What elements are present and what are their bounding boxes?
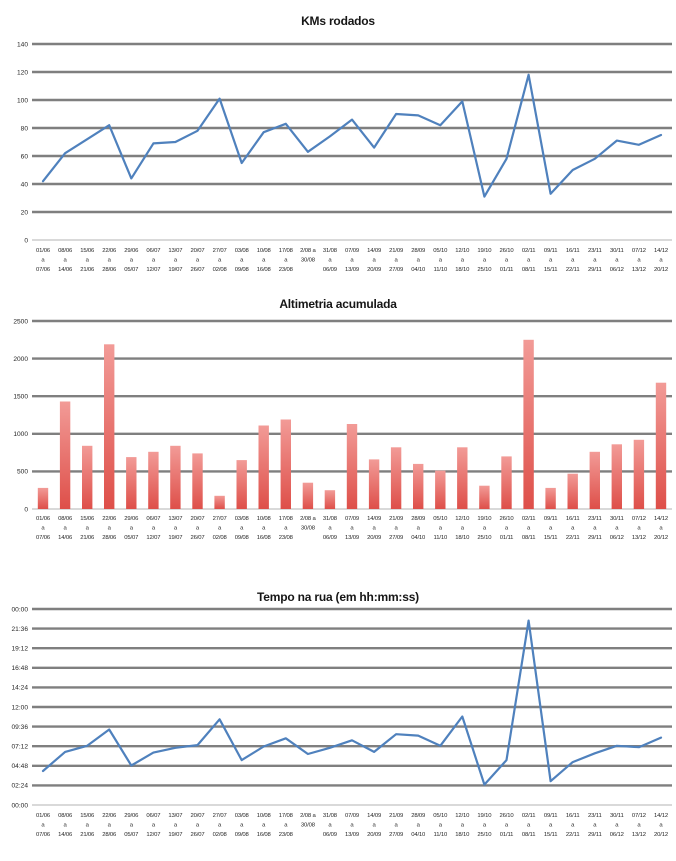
- altimetria-acumulada-chart: [0, 290, 676, 580]
- svg-text:a: a: [416, 525, 420, 532]
- svg-text:21:36: 21:36: [11, 625, 28, 633]
- svg-text:20/12: 20/12: [654, 832, 668, 838]
- svg-text:08/06: 08/06: [58, 248, 73, 254]
- svg-text:26/07: 26/07: [190, 535, 205, 541]
- svg-text:30/11: 30/11: [610, 813, 624, 819]
- svg-text:07/09: 07/09: [345, 813, 359, 819]
- svg-text:a: a: [173, 822, 177, 829]
- svg-text:07:12: 07:12: [11, 743, 28, 751]
- svg-text:a: a: [527, 257, 531, 264]
- svg-text:16/11: 16/11: [565, 248, 580, 254]
- svg-text:a: a: [637, 257, 641, 264]
- svg-text:a: a: [129, 257, 133, 264]
- svg-text:02/08: 02/08: [212, 832, 227, 838]
- svg-text:29/11: 29/11: [588, 535, 602, 541]
- svg-text:06/07: 06/07: [146, 248, 161, 254]
- svg-text:12/07: 12/07: [146, 535, 161, 541]
- svg-text:13/09: 13/09: [345, 267, 359, 273]
- svg-text:23/11: 23/11: [588, 248, 602, 254]
- svg-text:12/10: 12/10: [455, 248, 470, 254]
- svg-text:05/10: 05/10: [433, 516, 448, 522]
- svg-text:a: a: [262, 822, 266, 829]
- svg-text:09/08: 09/08: [234, 267, 249, 273]
- svg-text:a: a: [460, 257, 464, 264]
- svg-text:20/09: 20/09: [367, 267, 382, 273]
- svg-text:23/11: 23/11: [588, 516, 602, 522]
- svg-text:07/12: 07/12: [631, 516, 646, 522]
- svg-text:a: a: [571, 525, 575, 532]
- svg-text:a: a: [328, 257, 332, 264]
- svg-text:a: a: [637, 822, 641, 829]
- svg-text:09/08: 09/08: [234, 535, 249, 541]
- svg-text:19/07: 19/07: [168, 832, 183, 838]
- svg-text:a: a: [151, 257, 155, 264]
- svg-text:2/08 a: 2/08 a: [300, 516, 316, 522]
- svg-text:26/10: 26/10: [499, 248, 514, 254]
- svg-text:29/06: 29/06: [124, 813, 139, 819]
- svg-text:15/06: 15/06: [80, 813, 95, 819]
- svg-text:28/06: 28/06: [102, 267, 117, 273]
- svg-text:19/10: 19/10: [477, 248, 492, 254]
- svg-text:a: a: [41, 525, 45, 532]
- svg-text:11/10: 11/10: [433, 832, 448, 838]
- tempo-line-plot: [0, 580, 676, 861]
- svg-text:05/07: 05/07: [124, 267, 139, 273]
- svg-text:13/09: 13/09: [345, 832, 359, 838]
- svg-text:02/11: 02/11: [521, 813, 536, 819]
- svg-text:21/06: 21/06: [80, 267, 95, 273]
- svg-text:14/06: 14/06: [58, 832, 73, 838]
- svg-text:16/08: 16/08: [256, 267, 271, 273]
- svg-text:a: a: [549, 257, 553, 264]
- svg-text:15/11: 15/11: [543, 832, 558, 838]
- svg-text:a: a: [659, 257, 663, 264]
- svg-text:a: a: [41, 822, 45, 829]
- svg-text:21/09: 21/09: [389, 813, 404, 819]
- svg-text:80: 80: [20, 125, 28, 133]
- chart-title: Altimetria acumulada: [279, 297, 397, 311]
- svg-text:a: a: [240, 822, 244, 829]
- svg-text:60: 60: [20, 153, 28, 161]
- svg-text:02/11: 02/11: [521, 516, 536, 522]
- svg-text:a: a: [549, 525, 553, 532]
- svg-text:15/06: 15/06: [80, 516, 95, 522]
- svg-text:40: 40: [20, 181, 28, 189]
- svg-text:a: a: [350, 822, 354, 829]
- svg-text:05/07: 05/07: [124, 832, 139, 838]
- svg-text:09:36: 09:36: [11, 723, 28, 731]
- svg-text:0: 0: [24, 237, 28, 245]
- svg-text:a: a: [262, 525, 266, 532]
- svg-text:29/06: 29/06: [124, 516, 139, 522]
- svg-text:a: a: [350, 525, 354, 532]
- svg-text:14:24: 14:24: [11, 684, 28, 692]
- svg-text:04:48: 04:48: [11, 763, 28, 771]
- svg-text:28/09: 28/09: [411, 248, 426, 254]
- svg-text:a: a: [218, 525, 222, 532]
- svg-text:12/07: 12/07: [146, 832, 161, 838]
- svg-text:120: 120: [16, 69, 28, 77]
- svg-text:05/10: 05/10: [433, 813, 448, 819]
- svg-text:16/11: 16/11: [565, 813, 580, 819]
- svg-text:500: 500: [16, 468, 28, 476]
- svg-text:30/11: 30/11: [610, 516, 624, 522]
- svg-text:06/09: 06/09: [322, 832, 337, 838]
- svg-text:a: a: [195, 822, 200, 829]
- tempo-na-rua-chart: [0, 580, 676, 861]
- svg-text:27/09: 27/09: [389, 535, 404, 541]
- svg-text:22/06: 22/06: [102, 516, 117, 522]
- svg-text:20/07: 20/07: [190, 516, 205, 522]
- svg-text:19:12: 19:12: [11, 645, 28, 653]
- svg-text:18/10: 18/10: [455, 535, 470, 541]
- svg-text:30/08: 30/08: [300, 257, 315, 264]
- svg-text:08/06: 08/06: [58, 813, 73, 819]
- svg-text:a: a: [571, 257, 575, 264]
- svg-text:14/12: 14/12: [654, 516, 668, 522]
- svg-text:02/11: 02/11: [521, 248, 536, 254]
- svg-text:16/08: 16/08: [256, 832, 271, 838]
- svg-text:2/08 a: 2/08 a: [300, 248, 316, 254]
- svg-text:00:00: 00:00: [11, 802, 28, 810]
- svg-text:26/10: 26/10: [499, 516, 514, 522]
- svg-text:06/12: 06/12: [609, 267, 624, 273]
- svg-text:a: a: [593, 257, 597, 264]
- svg-text:05/07: 05/07: [124, 535, 139, 541]
- svg-text:26/07: 26/07: [190, 267, 205, 273]
- svg-text:02/08: 02/08: [212, 535, 227, 541]
- svg-text:a: a: [460, 525, 464, 532]
- svg-text:13/12: 13/12: [631, 535, 646, 541]
- svg-text:12:00: 12:00: [11, 704, 28, 712]
- svg-text:a: a: [593, 822, 597, 829]
- svg-text:28/09: 28/09: [411, 516, 426, 522]
- svg-text:2/08 a: 2/08 a: [300, 813, 316, 819]
- svg-text:a: a: [659, 525, 663, 532]
- svg-text:a: a: [394, 822, 398, 829]
- svg-text:21/06: 21/06: [80, 832, 95, 838]
- svg-text:17/08: 17/08: [278, 516, 293, 522]
- svg-text:22/06: 22/06: [102, 248, 117, 254]
- svg-text:a: a: [549, 822, 553, 829]
- svg-text:20/07: 20/07: [190, 248, 205, 254]
- svg-text:28/09: 28/09: [411, 813, 426, 819]
- svg-text:a: a: [394, 525, 398, 532]
- svg-text:13/12: 13/12: [631, 832, 646, 838]
- svg-text:a: a: [63, 525, 67, 532]
- altimetria-bar-plot: [0, 290, 676, 580]
- svg-text:16/11: 16/11: [565, 516, 580, 522]
- svg-text:14/12: 14/12: [654, 813, 668, 819]
- svg-text:30/11: 30/11: [610, 248, 624, 254]
- svg-text:a: a: [129, 525, 133, 532]
- svg-text:17/08: 17/08: [278, 813, 293, 819]
- svg-text:27/09: 27/09: [389, 267, 404, 273]
- svg-text:14/12: 14/12: [654, 248, 668, 254]
- svg-text:06/09: 06/09: [322, 535, 337, 541]
- svg-text:27/09: 27/09: [389, 832, 404, 838]
- svg-text:a: a: [151, 822, 155, 829]
- svg-text:a: a: [195, 525, 200, 532]
- svg-text:09/08: 09/08: [234, 832, 249, 838]
- svg-text:15/06: 15/06: [80, 248, 95, 254]
- svg-text:01/06: 01/06: [36, 813, 50, 819]
- svg-text:04/10: 04/10: [411, 535, 426, 541]
- svg-text:27/07: 27/07: [212, 248, 227, 254]
- svg-text:20/12: 20/12: [654, 267, 668, 273]
- svg-text:a: a: [615, 822, 619, 829]
- kms-rodados-chart: [0, 0, 676, 290]
- svg-text:16:48: 16:48: [11, 665, 28, 673]
- svg-text:30/08: 30/08: [300, 822, 315, 829]
- svg-text:09/11: 09/11: [543, 248, 558, 254]
- svg-text:13/07: 13/07: [168, 516, 183, 522]
- svg-text:28/06: 28/06: [102, 535, 117, 541]
- svg-text:a: a: [482, 525, 486, 532]
- svg-text:2500: 2500: [13, 318, 28, 326]
- svg-text:a: a: [173, 525, 177, 532]
- svg-text:100: 100: [16, 97, 28, 105]
- svg-text:07/06: 07/06: [36, 267, 50, 273]
- svg-text:a: a: [85, 822, 89, 829]
- svg-text:a: a: [218, 822, 222, 829]
- svg-text:18/10: 18/10: [455, 832, 470, 838]
- svg-text:a: a: [504, 822, 509, 829]
- svg-text:31/08: 31/08: [322, 248, 337, 254]
- svg-text:27/07: 27/07: [212, 813, 227, 819]
- svg-text:06/09: 06/09: [322, 267, 337, 273]
- svg-text:a: a: [85, 525, 89, 532]
- svg-text:a: a: [416, 822, 420, 829]
- svg-text:1000: 1000: [13, 431, 28, 439]
- svg-text:21/09: 21/09: [389, 516, 404, 522]
- svg-text:a: a: [85, 257, 89, 264]
- svg-text:22/11: 22/11: [565, 535, 580, 541]
- svg-text:08/11: 08/11: [521, 267, 536, 273]
- svg-text:a: a: [504, 525, 509, 532]
- svg-text:12/10: 12/10: [455, 516, 470, 522]
- svg-text:a: a: [438, 822, 442, 829]
- svg-text:a: a: [527, 822, 531, 829]
- svg-text:a: a: [482, 257, 486, 264]
- svg-text:25/10: 25/10: [477, 832, 492, 838]
- svg-text:a: a: [173, 257, 177, 264]
- svg-text:a: a: [41, 257, 45, 264]
- svg-text:a: a: [372, 257, 376, 264]
- svg-text:19/07: 19/07: [168, 267, 183, 273]
- svg-text:a: a: [571, 822, 575, 829]
- svg-text:08/11: 08/11: [521, 832, 536, 838]
- svg-text:04/10: 04/10: [411, 832, 426, 838]
- svg-text:09/11: 09/11: [543, 813, 558, 819]
- svg-text:a: a: [394, 257, 398, 264]
- svg-text:31/08: 31/08: [322, 813, 337, 819]
- svg-text:27/07: 27/07: [212, 516, 227, 522]
- svg-text:14/09: 14/09: [367, 248, 382, 254]
- svg-text:a: a: [504, 257, 509, 264]
- svg-text:a: a: [151, 525, 155, 532]
- svg-text:29/11: 29/11: [588, 267, 602, 273]
- svg-text:14/06: 14/06: [58, 267, 73, 273]
- svg-text:a: a: [240, 525, 244, 532]
- svg-text:a: a: [438, 257, 442, 264]
- svg-text:22/06: 22/06: [102, 813, 117, 819]
- svg-text:19/07: 19/07: [168, 535, 183, 541]
- svg-text:31/08: 31/08: [322, 516, 337, 522]
- svg-text:a: a: [107, 822, 111, 829]
- svg-text:28/06: 28/06: [102, 832, 117, 838]
- svg-text:02/08: 02/08: [212, 267, 227, 273]
- svg-text:11/10: 11/10: [433, 267, 448, 273]
- chart-title: Tempo na rua (em hh:mm:ss): [257, 590, 419, 604]
- svg-text:07/09: 07/09: [345, 248, 359, 254]
- svg-text:02:24: 02:24: [11, 782, 28, 790]
- kms-rodados-line-plot: [0, 0, 676, 290]
- svg-text:0: 0: [24, 506, 28, 514]
- svg-text:10/08: 10/08: [256, 516, 271, 522]
- svg-text:21/06: 21/06: [80, 535, 95, 541]
- svg-text:12/07: 12/07: [146, 267, 161, 273]
- svg-text:06/07: 06/07: [146, 516, 161, 522]
- svg-text:20: 20: [20, 209, 28, 217]
- svg-text:a: a: [63, 257, 67, 264]
- svg-text:a: a: [372, 525, 376, 532]
- svg-text:a: a: [218, 257, 222, 264]
- svg-text:07/12: 07/12: [631, 813, 646, 819]
- svg-text:03/08: 03/08: [234, 248, 249, 254]
- svg-text:a: a: [129, 822, 133, 829]
- svg-text:a: a: [63, 822, 67, 829]
- svg-text:15/11: 15/11: [543, 535, 558, 541]
- svg-text:22/11: 22/11: [565, 267, 580, 273]
- svg-text:14/09: 14/09: [367, 516, 382, 522]
- svg-text:19/10: 19/10: [477, 516, 492, 522]
- svg-text:14/09: 14/09: [367, 813, 382, 819]
- svg-text:01/11: 01/11: [499, 267, 514, 273]
- svg-text:25/10: 25/10: [477, 535, 492, 541]
- svg-text:04/10: 04/10: [411, 267, 426, 273]
- svg-text:11/10: 11/10: [433, 535, 448, 541]
- svg-text:13/09: 13/09: [345, 535, 359, 541]
- svg-text:06/12: 06/12: [609, 832, 624, 838]
- svg-text:08/06: 08/06: [58, 516, 73, 522]
- svg-text:a: a: [416, 257, 420, 264]
- svg-text:a: a: [593, 525, 597, 532]
- svg-text:a: a: [107, 257, 111, 264]
- svg-text:a: a: [659, 822, 663, 829]
- svg-text:a: a: [107, 525, 111, 532]
- svg-text:26/10: 26/10: [499, 813, 514, 819]
- svg-text:a: a: [438, 525, 442, 532]
- svg-text:a: a: [328, 822, 332, 829]
- svg-text:15/11: 15/11: [543, 267, 558, 273]
- svg-text:20/09: 20/09: [367, 832, 382, 838]
- svg-text:a: a: [615, 525, 619, 532]
- svg-text:17/08: 17/08: [278, 248, 293, 254]
- svg-text:01/11: 01/11: [499, 832, 514, 838]
- svg-text:a: a: [460, 822, 464, 829]
- svg-text:06/07: 06/07: [146, 813, 161, 819]
- svg-text:23/08: 23/08: [278, 535, 293, 541]
- svg-text:20/07: 20/07: [190, 813, 205, 819]
- svg-text:a: a: [350, 257, 354, 264]
- svg-text:07/09: 07/09: [345, 516, 359, 522]
- svg-text:29/06: 29/06: [124, 248, 139, 254]
- svg-text:a: a: [284, 822, 288, 829]
- svg-text:07/06: 07/06: [36, 832, 50, 838]
- svg-text:a: a: [240, 257, 244, 264]
- svg-text:26/07: 26/07: [190, 832, 205, 838]
- svg-text:05/10: 05/10: [433, 248, 448, 254]
- svg-text:29/11: 29/11: [588, 832, 602, 838]
- svg-text:01/06: 01/06: [36, 516, 50, 522]
- svg-text:a: a: [482, 822, 486, 829]
- svg-text:1500: 1500: [13, 393, 28, 401]
- svg-text:00:00: 00:00: [11, 606, 28, 614]
- svg-text:10/08: 10/08: [256, 248, 271, 254]
- svg-text:a: a: [637, 525, 641, 532]
- svg-text:30/08: 30/08: [300, 525, 315, 532]
- svg-text:03/08: 03/08: [234, 516, 249, 522]
- svg-text:25/10: 25/10: [477, 267, 492, 273]
- svg-text:a: a: [328, 525, 332, 532]
- svg-text:23/08: 23/08: [278, 267, 293, 273]
- svg-text:20/09: 20/09: [367, 535, 382, 541]
- svg-text:a: a: [262, 257, 266, 264]
- svg-text:06/12: 06/12: [609, 535, 624, 541]
- svg-text:a: a: [284, 257, 288, 264]
- svg-text:14/06: 14/06: [58, 535, 73, 541]
- svg-text:23/11: 23/11: [588, 813, 602, 819]
- svg-text:22/11: 22/11: [565, 832, 580, 838]
- svg-text:23/08: 23/08: [278, 832, 293, 838]
- svg-text:12/10: 12/10: [455, 813, 470, 819]
- svg-text:10/08: 10/08: [256, 813, 271, 819]
- svg-text:a: a: [372, 822, 376, 829]
- svg-text:a: a: [527, 525, 531, 532]
- svg-text:a: a: [284, 525, 288, 532]
- svg-text:a: a: [615, 257, 619, 264]
- svg-text:13/07: 13/07: [168, 813, 183, 819]
- svg-text:09/11: 09/11: [543, 516, 558, 522]
- svg-text:140: 140: [16, 41, 28, 49]
- svg-text:2000: 2000: [13, 355, 28, 363]
- svg-text:18/10: 18/10: [455, 267, 470, 273]
- svg-text:03/08: 03/08: [234, 813, 249, 819]
- svg-text:01/06: 01/06: [36, 248, 50, 254]
- svg-text:07/12: 07/12: [631, 248, 646, 254]
- chart-title: KMs rodados: [301, 14, 375, 28]
- svg-text:20/12: 20/12: [654, 535, 668, 541]
- svg-text:a: a: [195, 257, 200, 264]
- svg-text:13/07: 13/07: [168, 248, 183, 254]
- svg-text:08/11: 08/11: [521, 535, 536, 541]
- svg-text:16/08: 16/08: [256, 535, 271, 541]
- svg-text:07/06: 07/06: [36, 535, 50, 541]
- svg-text:19/10: 19/10: [477, 813, 492, 819]
- svg-text:21/09: 21/09: [389, 248, 404, 254]
- svg-text:13/12: 13/12: [631, 267, 646, 273]
- svg-text:01/11: 01/11: [499, 535, 514, 541]
